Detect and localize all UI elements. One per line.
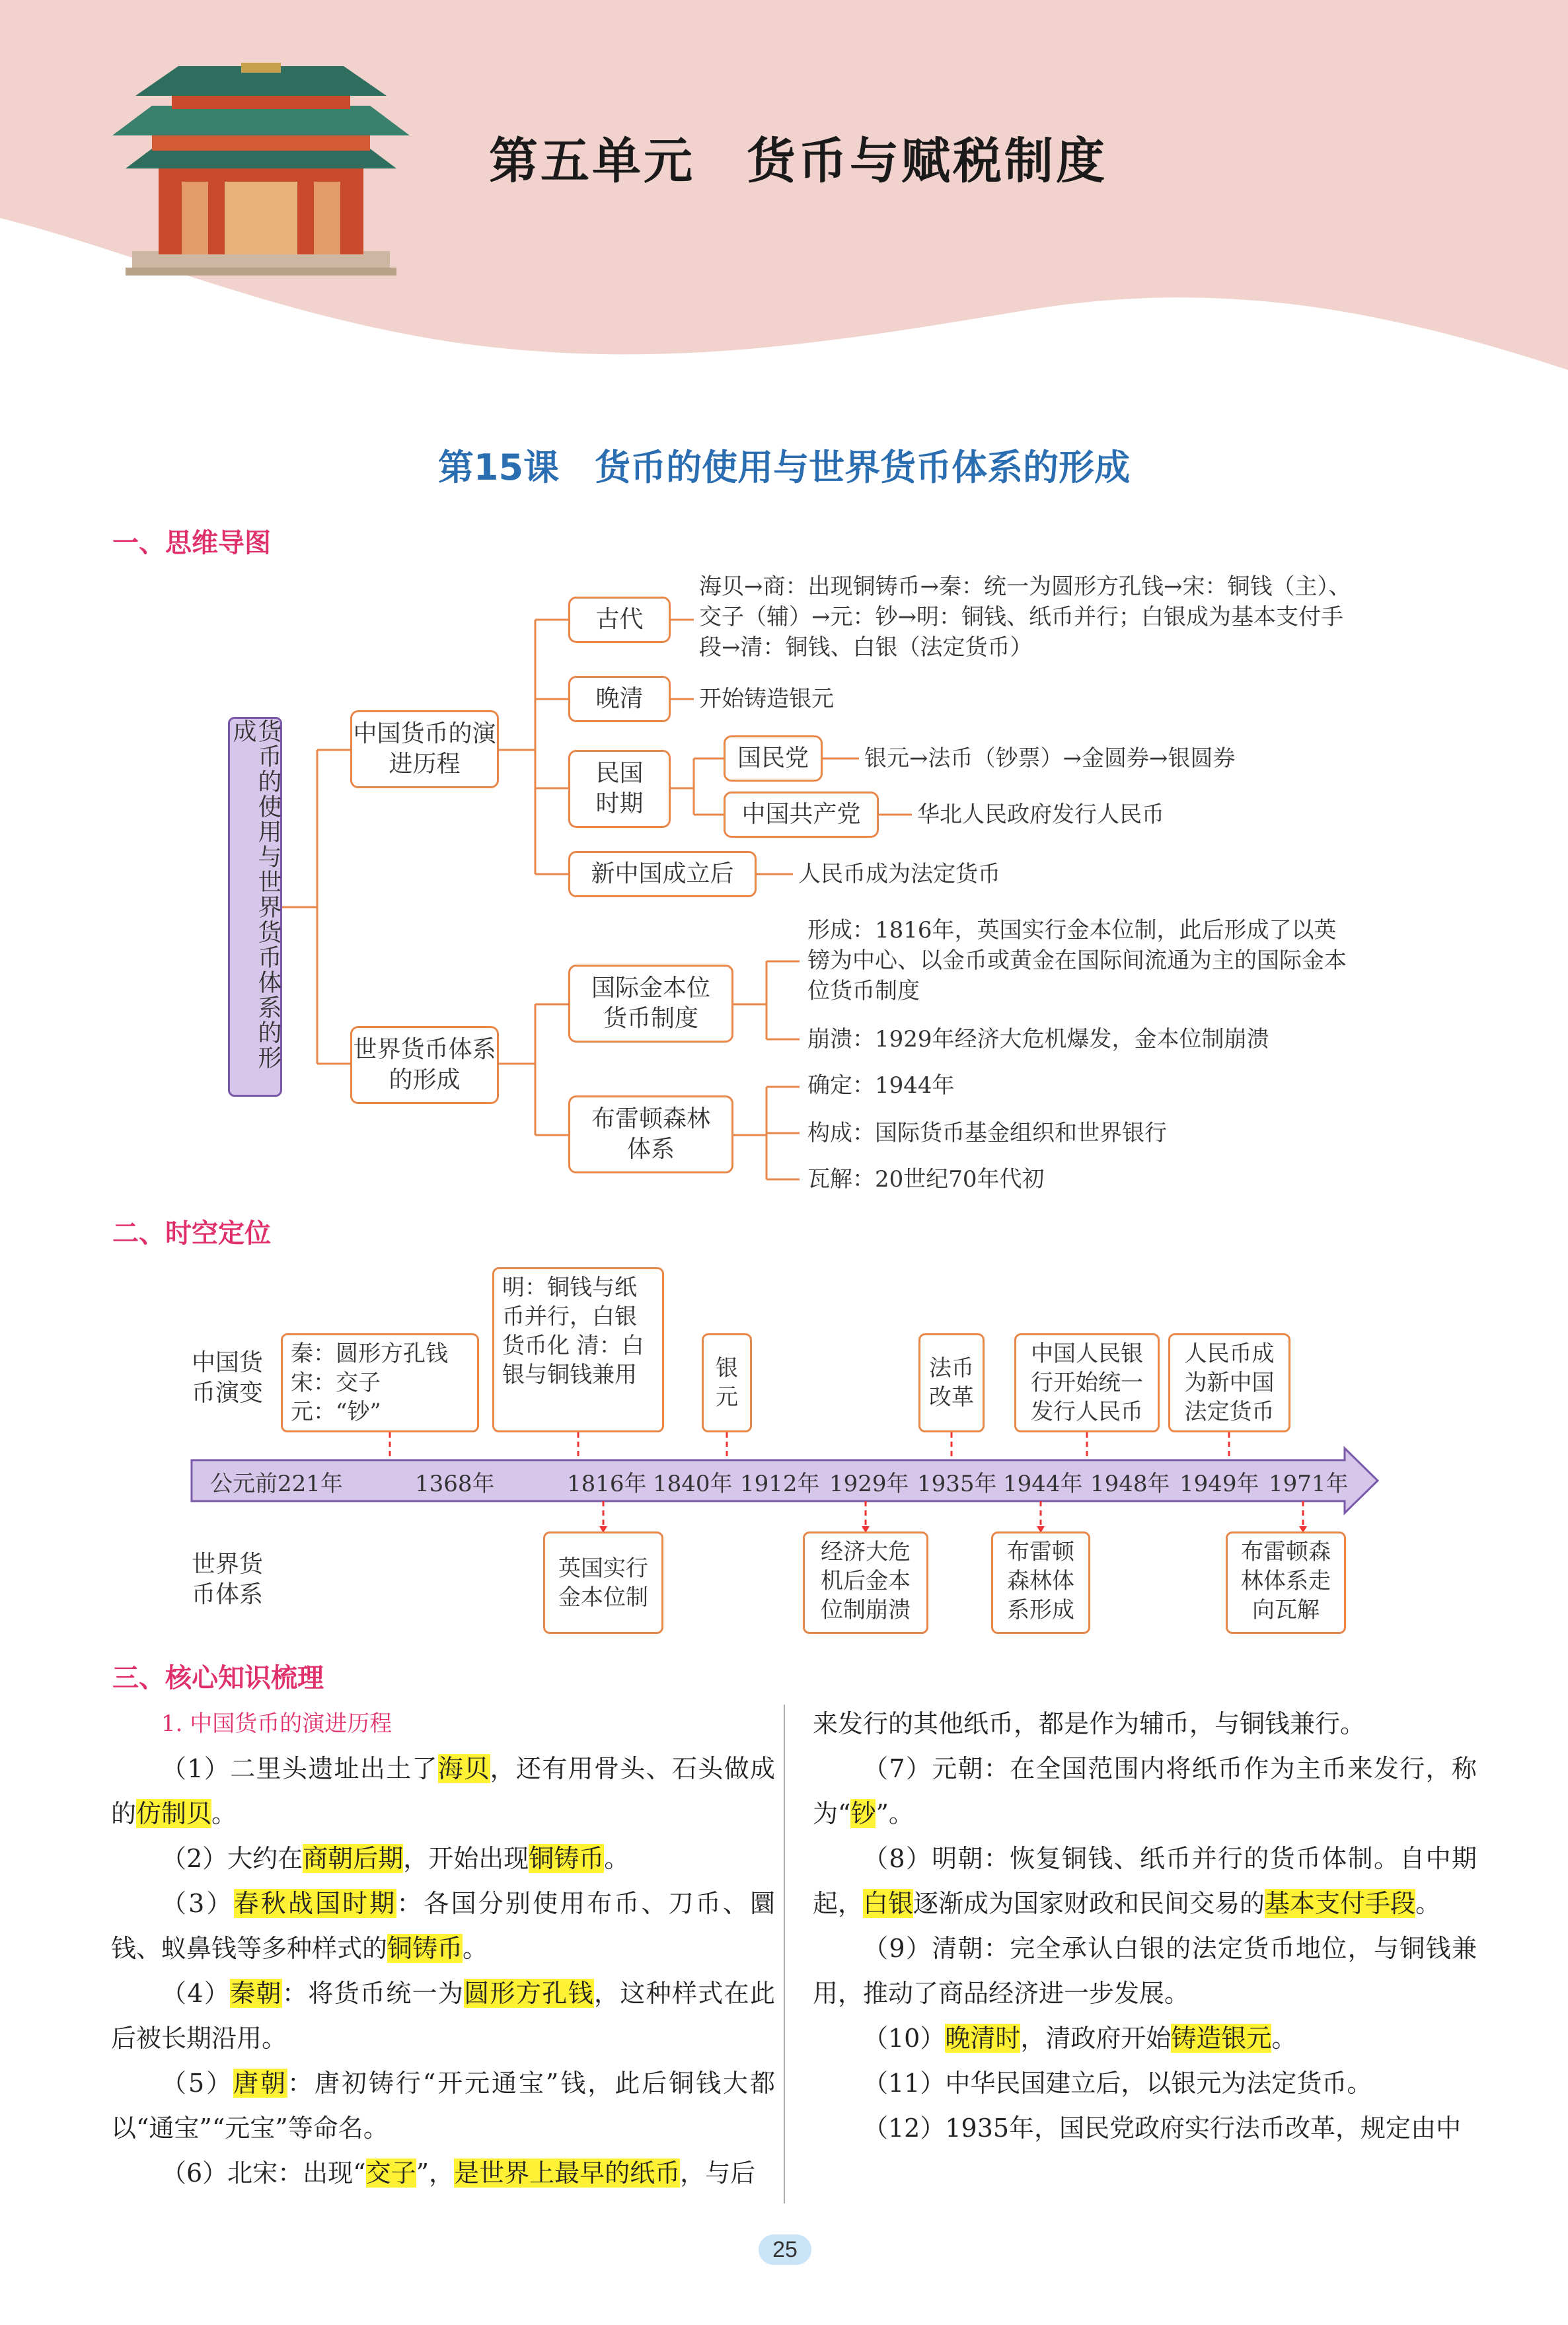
knowledge-paragraph: （11）中华民国建立后，以银元为法定货币。: [863, 2069, 1372, 2098]
year-label: 1816年: [567, 1471, 647, 1497]
knowledge-paragraph: 来发行的其他纸币，都是作为辅币，与铜钱兼行。: [813, 1709, 1366, 1738]
year-label: 1949年: [1179, 1471, 1259, 1497]
year-label: 1929年: [829, 1471, 909, 1497]
timeline-event-crisis: 经济大危机后金本位制崩溃: [803, 1532, 928, 1634]
mindmap-gold-collapse-text: 崩溃：1929年经济大危机爆发，金本位制崩溃: [807, 1026, 1269, 1052]
year-label: 1971年: [1269, 1471, 1349, 1497]
year-label: 1912年: [740, 1471, 820, 1497]
mindmap-world-node: 世界货币体系的形成: [350, 1026, 499, 1104]
mindmap-kmt-node: 国民党: [724, 735, 823, 782]
page-number: 25: [759, 2234, 811, 2265]
mindmap-ccp-node: 中国共产党: [724, 792, 879, 838]
timeline-event-bw-form: 布雷顿森林体系形成: [991, 1532, 1090, 1634]
mindmap-prc-node: 新中国成立后: [568, 851, 757, 897]
knowledge-paragraph: （5）唐朝：唐初铸行“开元通宝”钱，此后铜钱大都以“通宝”“元宝”等命名。: [111, 2069, 775, 2143]
mindmap-late-qing-text: 开始铸造银元: [699, 686, 834, 712]
mindmap-prc-text: 人民币成为法定货币: [798, 861, 1000, 887]
year-label: 1944年: [1003, 1471, 1083, 1497]
knowledge-paragraph: （3）春秋战国时期：各国分别使用布币、刀币、圜钱、蚁鼻钱等多种样式的铜铸币。: [111, 1889, 775, 1963]
mindmap-ancient-text: 海贝→商：出现铜铸币→秦：统一为圆形方孔钱→宋：铜钱（主）、交子（辅）→元：钞→明：铜钱、纸币并行；白银成为基本支付手段→清：铜钱、白银（法定货币）: [699, 573, 1351, 661]
mindmap-kmt-text: 银元→法币（钞票）→金圆券→银圆券: [864, 745, 1236, 772]
timeline-event-bw-end: 布雷顿森林体系走向瓦解: [1226, 1532, 1346, 1634]
mindmap-gold-form-text: 形成：1816年，英国实行金本位制，此后形成了以英镑为中心、以金币或黄金在国际间流通为主的国际金本位货币制度: [807, 917, 1347, 1004]
mindmap-china-node: 中国货币的演进历程: [350, 710, 499, 788]
section-timeline-heading: 二、时空定位: [112, 1218, 271, 1249]
knowledge-paragraph: （2）大约在商朝后期，开始出现铜铸币。: [161, 1844, 630, 1873]
knowledge-left-column: [111, 1701, 775, 2196]
year-label: 1935年: [917, 1471, 997, 1497]
knowledge-paragraph: （4）秦朝：将货币统一为圆形方孔钱，这种样式在此后被长期沿用。: [111, 1979, 775, 2053]
knowledge-right-column: [813, 1701, 1477, 2151]
column-divider: [784, 1705, 785, 2203]
knowledge-paragraph: （7）元朝：在全国范围内将纸币作为主币来发行，称为“钞”。: [813, 1754, 1477, 1828]
mindmap-ccp-text: 华北人民政府发行人民币: [917, 801, 1164, 828]
knowledge-paragraph: （6）北宋：出现“交子”，是世界上最早的纸币，与后: [161, 2159, 756, 2188]
section-mindmap-heading: 一、思维导图: [112, 528, 271, 558]
knowledge-paragraph: （1）二里头遗址出土了海贝，还有用骨头、石头做成的仿制贝。: [111, 1754, 775, 1828]
lesson-title: 第15课 货币的使用与世界货币体系的形成: [437, 447, 1131, 488]
timeline-event-silver: 银元: [702, 1333, 752, 1432]
timeline-event-fabi: 法币改革: [918, 1333, 985, 1432]
mindmap-bw-confirm-text: 确定：1944年: [807, 1072, 955, 1099]
mindmap-bw-collapse-text: 瓦解：20世纪70年代初: [807, 1166, 1045, 1193]
timeline-event-rmb-legal: 人民币成为新中国法定货币: [1168, 1333, 1290, 1432]
timeline-china-label: 中国货币演变: [192, 1349, 264, 1407]
mindmap-ancient-node: 古代: [568, 597, 671, 643]
mindmap-gold-standard-node: 国际金本位货币制度: [568, 965, 733, 1043]
knowledge-paragraph: （12）1935年，国民党政府实行法币改革，规定由中: [863, 2114, 1462, 2143]
timeline-world-label: 世界货币体系: [192, 1551, 264, 1608]
knowledge-paragraph: （10）晚清时，清政府开始铸造银元。: [863, 2024, 1297, 2053]
timeline-event-rmb-issue: 中国人民银行开始统一发行人民币: [1014, 1333, 1160, 1432]
unit-title: 第五单元 货币与赋税制度: [489, 133, 1107, 190]
timeline-event-ming: 明：铜钱与纸币并行，白银货币化 清：白银与铜钱兼用: [492, 1267, 664, 1432]
knowledge-paragraph: （8）明朝：恢复铜钱、纸币并行的货币体制。自中期起，白银逐渐成为国家财政和民间交易的基本支付手段。: [813, 1844, 1477, 1918]
mindmap-roc-node: 民国时期: [568, 750, 671, 828]
section-knowledge-heading: 三、核心知识梳理: [112, 1663, 324, 1693]
year-label: 1368年: [415, 1471, 495, 1497]
year-label: 1948年: [1090, 1471, 1170, 1497]
year-label: 公元前221年: [210, 1471, 343, 1497]
mindmap-bw-compose-text: 构成：国际货币基金组织和世界银行: [807, 1120, 1167, 1146]
knowledge-paragraph: （9）清朝：完全承认白银的法定货币地位，与铜钱兼用，推动了商品经济进一步发展。: [813, 1934, 1477, 2008]
mindmap-late-qing-node: 晚清: [568, 676, 671, 722]
year-label: 1840年: [653, 1471, 733, 1497]
mindmap-bretton-woods-node: 布雷顿森林体系: [568, 1095, 733, 1173]
timeline-event-qin: 秦：圆形方孔钱 宋：交子 元：“钞”: [281, 1333, 479, 1432]
knowledge-subheading: 1. 中国货币的演进历程: [161, 1711, 392, 1737]
mindmap-root: 货币的使用与世界货币体系的形成: [228, 717, 282, 1097]
timeline-event-uk-gold: 英国实行金本位制: [543, 1532, 663, 1634]
